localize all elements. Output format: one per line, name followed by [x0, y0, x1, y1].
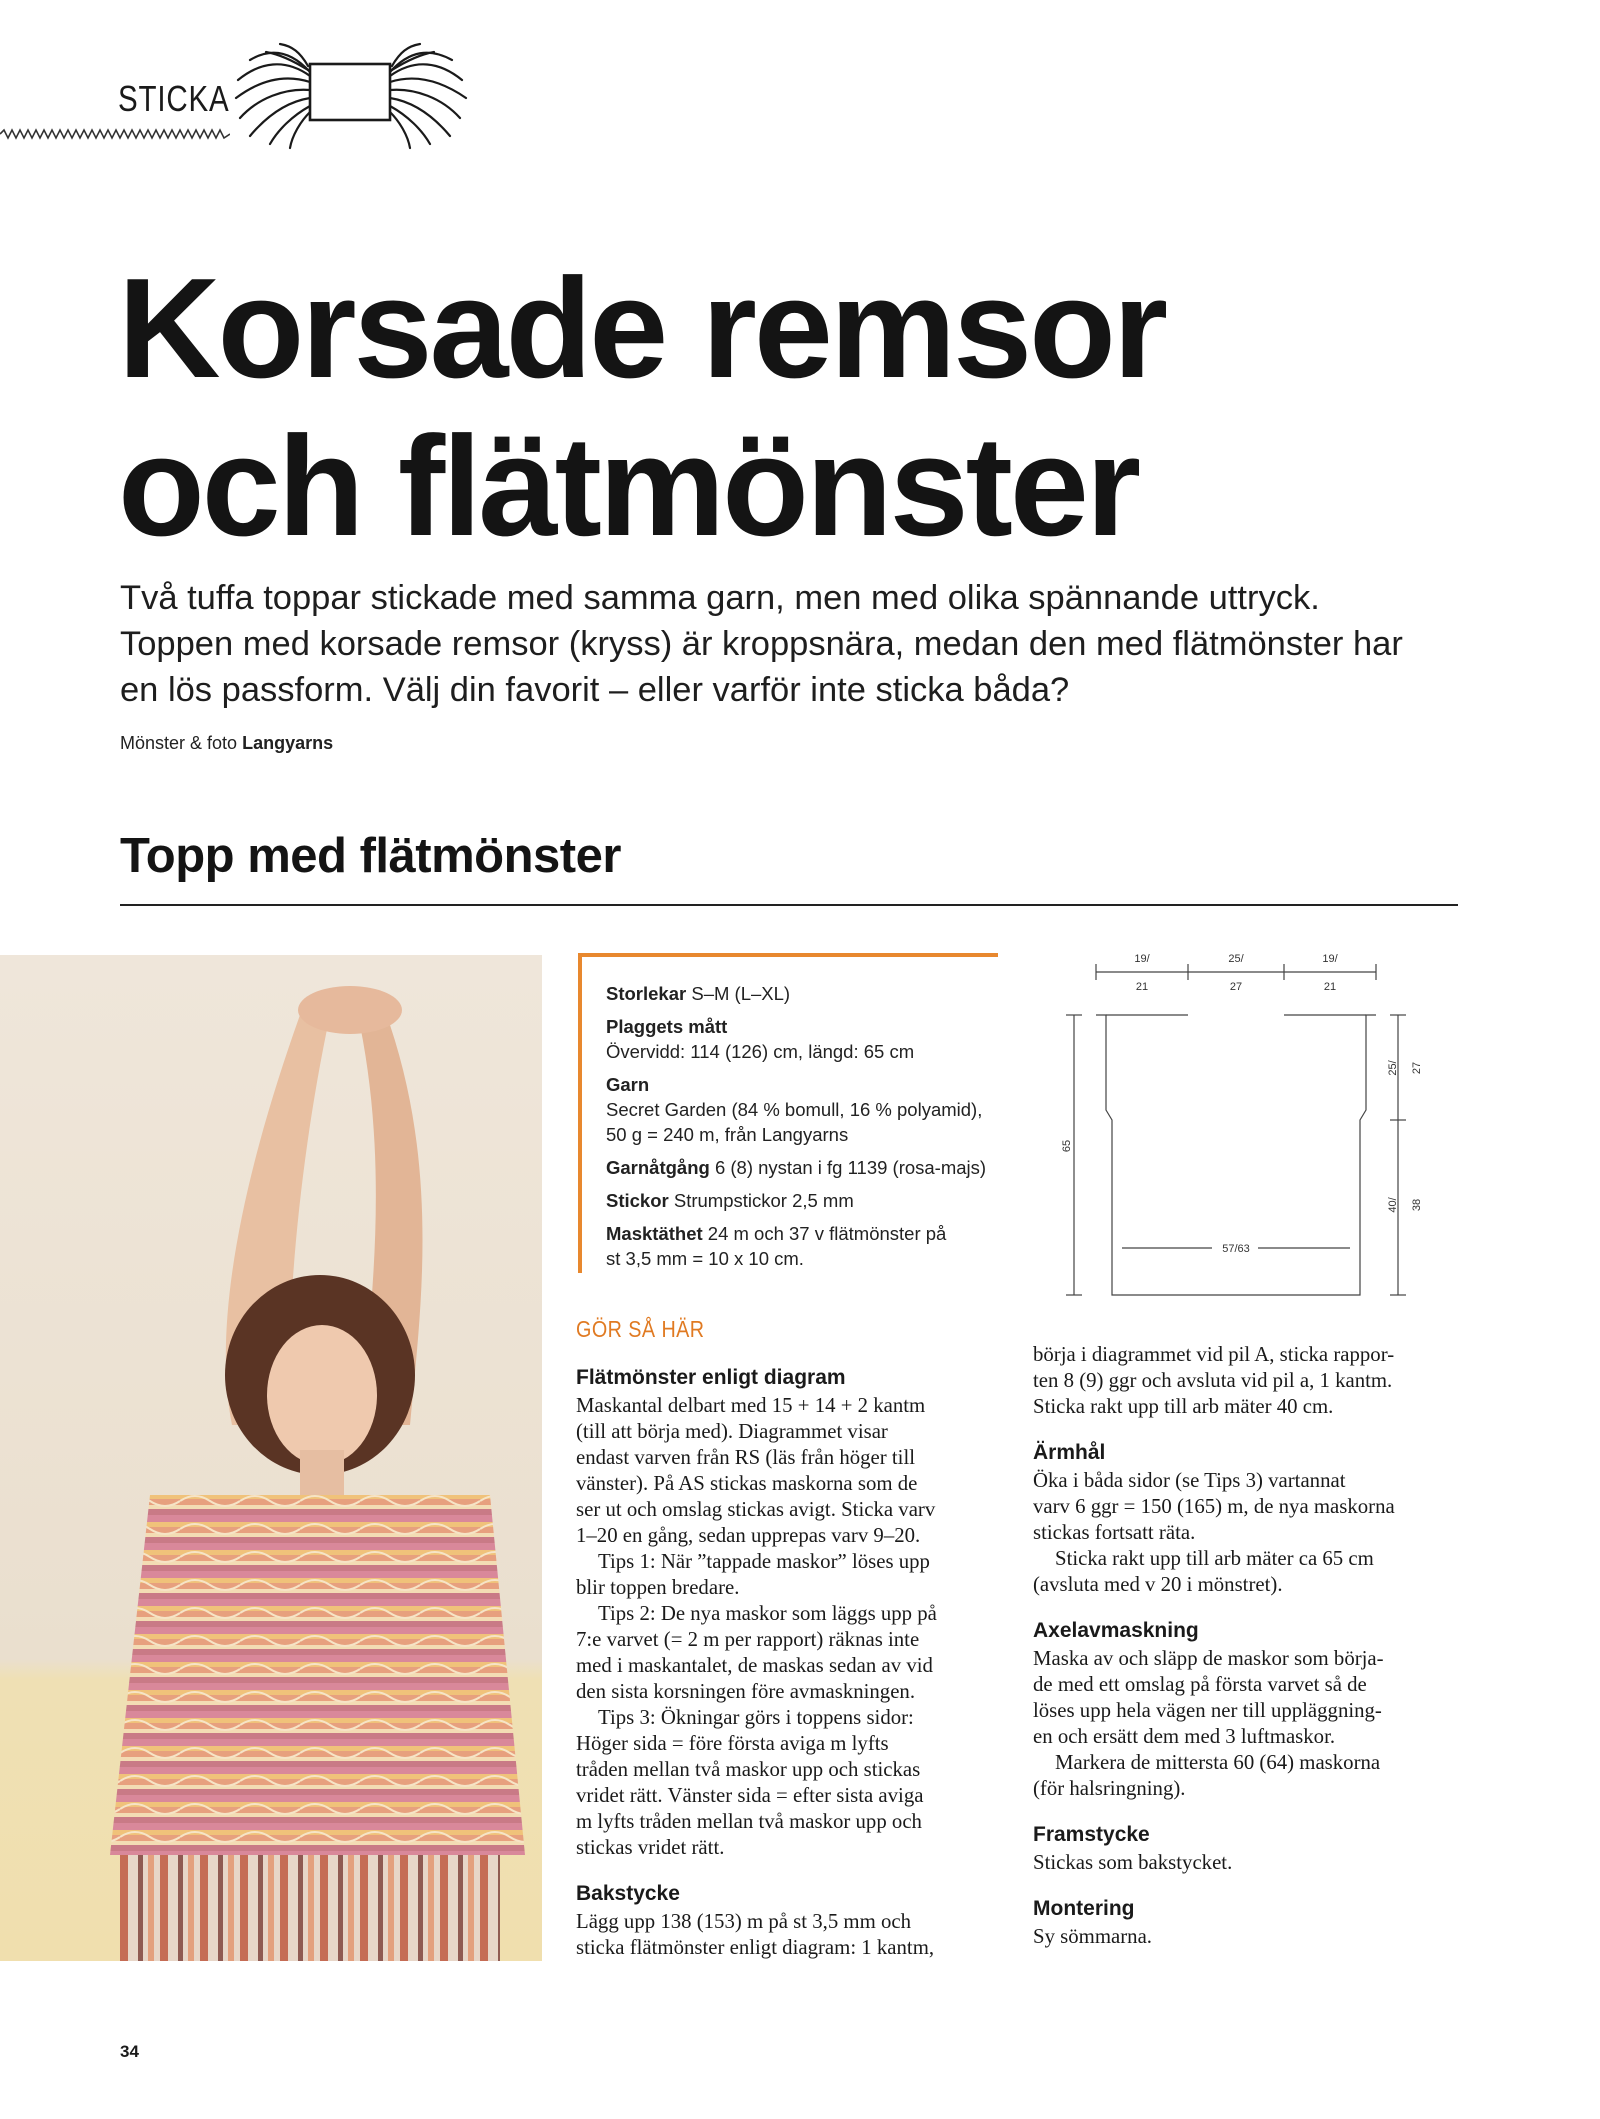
fact-yarn	[606, 1072, 998, 1147]
pattern-heading: Flätmönster enligt diagram	[576, 1366, 846, 1389]
pattern-line-6: 1–20 en gång, sedan upprepas varv 9–20.	[576, 1524, 921, 1547]
dim-width: 57/63	[1222, 1243, 1250, 1255]
fact-needles-value: Strumpstickor 2,5 mm	[673, 1190, 854, 1211]
tip3-line-3: tråden mellan två maskor upp och stickas	[576, 1758, 921, 1781]
tip1-line-2: blir toppen bredare.	[576, 1576, 740, 1599]
armhole-line-4: Sticka rakt upp till arb mäter ca 65 cm	[1055, 1547, 1374, 1570]
tip2-line-4: den sista korsningen före avmaskningen.	[576, 1680, 916, 1703]
pattern-line-3: endast varven från RS (läs från höger till	[576, 1446, 915, 1469]
fact-gauge-value-1: 24 m och 37 v flätmönster på	[707, 1223, 947, 1244]
title-line-1: Korsade remsor	[118, 249, 1166, 408]
dim-top-right-2: 21	[1323, 981, 1337, 993]
fact-sizes-label: Storlekar	[606, 983, 687, 1004]
dim-top-right-1: 19/	[1322, 953, 1338, 965]
armhole-line-1: Öka i båda sidor (se Tips 3) vartannat	[1033, 1469, 1346, 1492]
shoulder-line-3: löses upp hela vägen ner till uppläggning-	[1033, 1699, 1382, 1722]
fact-gauge-value-2: st 3,5 mm = 10 x 10 cm.	[606, 1248, 804, 1269]
front-line-1: Stickas som bakstycket.	[1033, 1851, 1233, 1874]
yarn-skein-icon	[230, 40, 470, 150]
cont-line-2: ten 8 (9) ggr och avsluta vid pil a, 1 kantm.	[1033, 1369, 1393, 1392]
section-subtitle: Topp med flätmönster	[120, 829, 621, 883]
dim-height: 65	[1061, 1139, 1073, 1153]
back-line-1: Lägg upp 138 (153) m på st 3,5 mm och	[576, 1910, 912, 1933]
shoulder-line-2: de med ett omslag på första varvet så de	[1033, 1673, 1367, 1696]
page-title	[118, 250, 1418, 566]
back-heading: Bakstycke	[576, 1882, 680, 1905]
tip3-line-5: m lyfts tråden mellan två maskor upp och	[576, 1810, 922, 1833]
tip2-line-2: 7:e varvet (= 2 m per rapport) räknas inte	[576, 1628, 920, 1651]
fact-measurements	[606, 1014, 998, 1064]
model-photo	[0, 955, 542, 1961]
front-heading: Framstycke	[1033, 1823, 1150, 1846]
back-line-2: sticka flätmönster enligt diagram: 1 kantm,	[576, 1936, 935, 1959]
instructions-column-1	[576, 1365, 996, 1961]
tip3-line-1: Tips 3: Ökningar görs i toppens sidor:	[598, 1706, 914, 1729]
title-line-2: och flätmönster	[118, 407, 1139, 566]
armhole-heading: Ärmhål	[1033, 1441, 1106, 1464]
fact-sizes	[606, 981, 998, 1006]
zigzag-rule	[0, 127, 230, 141]
lead-line-1: Två tuffa toppar stickade med samma garn, men med olika spännande uttryck.	[120, 579, 1320, 617]
cont-line-3: Sticka rakt upp till arb mäter 40 cm.	[1033, 1395, 1334, 1418]
fact-yarn-value-2: 50 g = 240 m, från Langyarns	[606, 1124, 849, 1145]
fact-measurements-value: Övervidd: 114 (126) cm, längd: 65 cm	[606, 1041, 915, 1062]
pattern-line-1: Maskantal delbart med 15 + 14 + 2 kantm	[576, 1394, 926, 1417]
shoulder-line-6: (för halsringning).	[1033, 1777, 1186, 1800]
facts-box	[578, 953, 998, 1273]
dim-side-1: 40/	[1387, 1197, 1399, 1213]
shoulder-line-1: Maska av och släpp de maskor som börja-	[1033, 1647, 1384, 1670]
pattern-line-2: (till att börja med). Diagrammet visar	[576, 1420, 888, 1443]
tip1-line-1: Tips 1: När ”tappade maskor” löses upp	[598, 1550, 930, 1573]
tip2-line-1: Tips 2: De nya maskor som läggs upp på	[598, 1602, 937, 1625]
shoulder-line-4: en och ersätt dem med 3 luftmaskor.	[1033, 1725, 1336, 1748]
tip2-line-3: med i maskantalet, de maskas sedan av vid	[576, 1654, 933, 1677]
dim-armhole-1: 25/	[1387, 1060, 1399, 1076]
section-divider	[120, 904, 1458, 906]
dim-side-2: 38	[1411, 1198, 1423, 1212]
fact-sizes-value: S–M (L–XL)	[691, 983, 791, 1004]
instructions-column-2	[1033, 1342, 1458, 1950]
dim-top-mid-1: 25/	[1228, 953, 1244, 965]
fact-measurements-label: Plaggets mått	[606, 1016, 728, 1037]
garment-schematic	[1060, 950, 1450, 1300]
credit-line	[120, 733, 333, 754]
lead-paragraph	[120, 575, 1500, 713]
assembly-line-1: Sy sömmarna.	[1033, 1925, 1152, 1948]
fact-consumption	[606, 1155, 998, 1180]
pattern-line-4: vänster). På AS stickas maskorna som de	[576, 1472, 918, 1495]
page-number: 34	[120, 2042, 139, 2061]
section-label: STICKA	[118, 78, 230, 119]
credit-brand: Langyarns	[242, 733, 334, 753]
fact-consumption-value: 6 (8) nystan i fg 1139 (rosa-majs)	[714, 1157, 987, 1178]
pattern-line-5: ser ut och omslag stickas avigt. Sticka varv	[576, 1498, 936, 1521]
armhole-line-2: varv 6 ggr = 150 (165) m, de nya maskorna	[1033, 1495, 1395, 1518]
credit-label: Mönster & foto	[120, 733, 238, 753]
tip3-line-2: Höger sida = före första aviga m lyfts	[576, 1732, 889, 1755]
dim-armhole-2: 27	[1411, 1061, 1423, 1075]
armhole-line-3: stickas fortsatt räta.	[1033, 1521, 1196, 1544]
dim-top-mid-2: 27	[1229, 981, 1243, 993]
fact-gauge	[606, 1221, 998, 1271]
armhole-line-5: (avsluta med v 20 i mönstret).	[1033, 1573, 1283, 1596]
fact-yarn-label: Garn	[606, 1074, 650, 1095]
lead-line-2: Toppen med korsade remsor (kryss) är kroppsnära, medan den med flätmönster har	[120, 625, 1403, 663]
fact-yarn-value-1: Secret Garden (84 % bomull, 16 % polyamid),	[606, 1099, 983, 1120]
shoulder-heading: Axelavmaskning	[1033, 1619, 1199, 1642]
fact-gauge-label: Masktäthet	[606, 1223, 703, 1244]
tip3-line-4: vridet rätt. Vänster sida = efter sista aviga	[576, 1784, 924, 1807]
howto-heading: GÖR SÅ HÄR	[576, 1316, 705, 1342]
lead-line-3: en lös passform. Välj din favorit – eller varför inte sticka båda?	[120, 671, 1070, 709]
fact-needles-label: Stickor	[606, 1190, 669, 1211]
tip3-line-6: stickas vridet rätt.	[576, 1836, 725, 1859]
dim-top-left-1: 19/	[1134, 953, 1150, 965]
cont-line-1: börja i diagrammet vid pil A, sticka rappor-	[1033, 1343, 1395, 1366]
assembly-heading: Montering	[1033, 1897, 1135, 1920]
fact-needles	[606, 1188, 998, 1213]
dim-top-left-2: 21	[1135, 981, 1149, 993]
fact-consumption-label: Garnåtgång	[606, 1157, 710, 1178]
shoulder-line-5: Markera de mittersta 60 (64) maskorna	[1055, 1751, 1381, 1774]
